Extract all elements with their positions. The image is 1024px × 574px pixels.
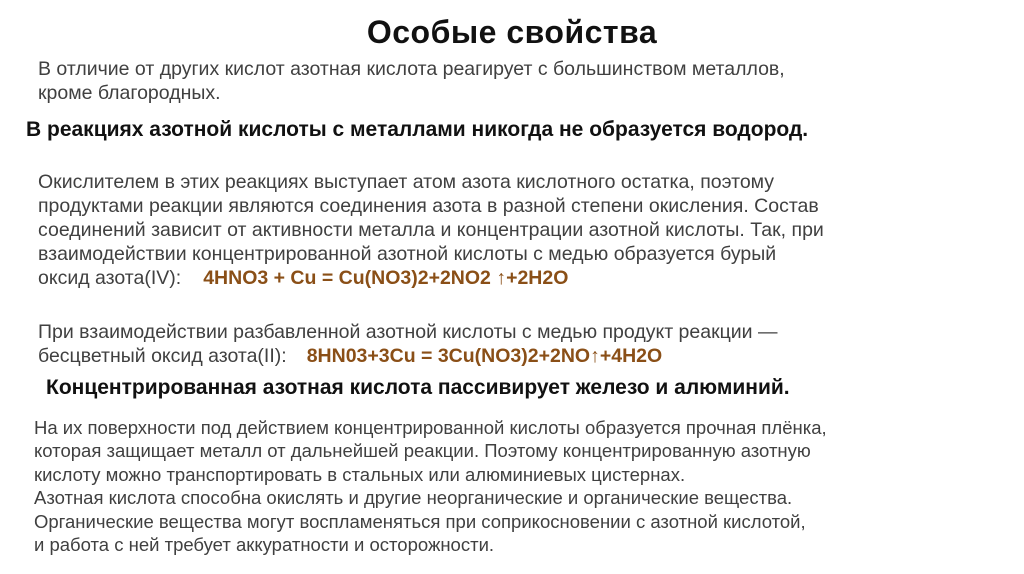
passivation-heading: Концентрированная азотная кислота пассивирует железо и алюминий.	[46, 376, 790, 399]
oxidizer-line-3: соединений зависит от активности металла и концентрации азотной кислоты. Так, при	[38, 219, 824, 241]
slide-title: Особые свойства	[366, 14, 658, 50]
oxidizer-line-2: продуктами реакции являются соединения азота в разной степени окисления. Состав	[38, 195, 819, 217]
oxidizer-paragraph	[38, 170, 998, 290]
dilute-reaction-equation: 8HN03+3Cu = 3Cu(NO3)2+2NO↑+4H2O	[306, 345, 663, 367]
oxidizer-line-5-text: оксид азота(IV):	[38, 267, 182, 289]
oxidizer-line-5	[38, 266, 998, 290]
dilute-line-2-text: бесцветный оксид азота(II):	[38, 345, 287, 367]
closing-paragraph	[34, 416, 1014, 556]
intro-line-1: В отличие от других кислот азотная кислота реагирует с большинством металлов,	[38, 58, 785, 80]
closing-line-4: Азотная кислота способна окислять и другие неорганические и органические вещества.	[34, 487, 793, 509]
closing-line-5: Органические вещества могут воспламеняться при соприкосновении с азотной кислотой,	[34, 510, 806, 532]
intro-paragraph	[38, 57, 1024, 105]
dilute-paragraph	[38, 320, 998, 368]
closing-line-2: которая защищает металл от дальнейшей реакции. Поэтому концентрированную азотную	[34, 440, 811, 462]
dilute-line-2	[38, 344, 998, 368]
closing-line-6: и работа с ней требует аккуратности и осторожности.	[34, 534, 495, 556]
hydrogen-heading: В реакциях азотной кислоты с металлами никогда не образуется водород.	[26, 118, 809, 141]
dilute-line-1: При взаимодействии разбавленной азотной кислоты с медью продукт реакции —	[38, 321, 778, 343]
closing-line-1: На их поверхности под действием концентрированной кислоты образуется прочная плёнка,	[34, 417, 827, 438]
oxidizer-line-4: взаимодействии концентрированной азотной кислоты с медью образуется бурый	[38, 243, 777, 265]
oxidizer-line-1: Окислителем в этих реакциях выступает атом азота кислотного остатка, поэтому	[38, 171, 775, 193]
closing-line-3: кислоту можно транспортировать в стальных или алюминиевых цистернах.	[34, 463, 686, 485]
concentrated-reaction-equation: 4HNO3 + Cu = Cu(NO3)2+2NO2 ↑+2H2O	[203, 267, 569, 289]
intro-line-2: кроме благородных.	[38, 82, 221, 104]
